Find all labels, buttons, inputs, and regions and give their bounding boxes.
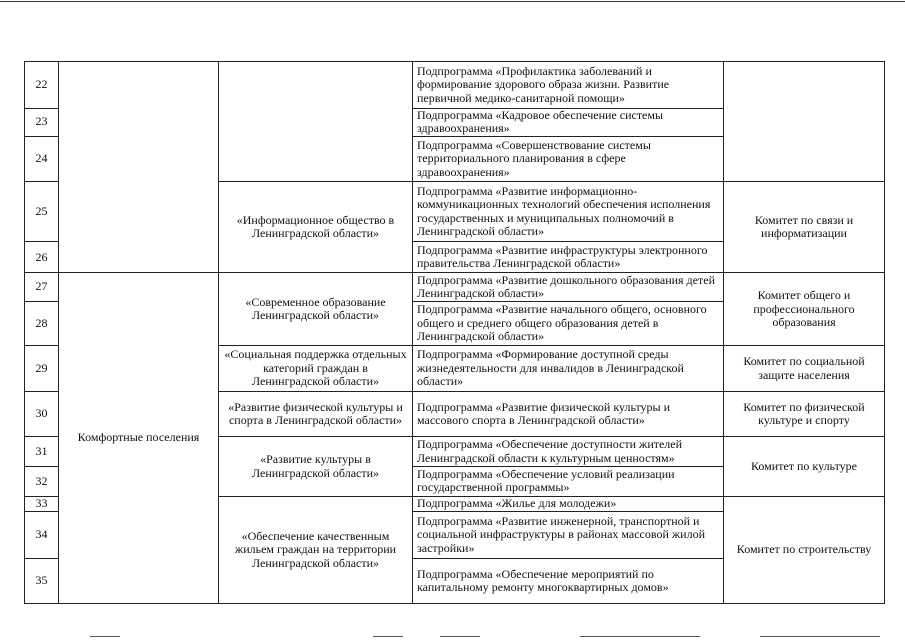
row-number: 22 bbox=[25, 62, 59, 109]
group-name: Комфортные поселения bbox=[59, 273, 219, 604]
subprogram-cell: Подпрограмма «Развитие инженерной, транспортной и социальной инфраструктуры в районах массовой жилой застройки» bbox=[413, 511, 724, 559]
row-number: 26 bbox=[25, 242, 59, 273]
row-number: 33 bbox=[25, 497, 59, 512]
subprogram-cell: Подпрограмма «Развитие физической культуры и массового спорта в Ленинградской области» bbox=[413, 391, 724, 437]
subprogram-cell: Подпрограмма «Развитие начального общего, основного общего и среднего общего образования детей в Ленинградской области» bbox=[413, 301, 724, 346]
executor-name: Комитет по физической культуре и спорту bbox=[724, 391, 885, 437]
executor-name: Комитет по строительству bbox=[724, 497, 885, 604]
row-number: 28 bbox=[25, 301, 59, 346]
table-row bbox=[25, 273, 885, 301]
subprogram-cell: Подпрограмма «Совершенствование системы территориального планирования в сфере здравоохранения» bbox=[413, 136, 724, 182]
row-number: 34 bbox=[25, 511, 59, 559]
program-name: «Информационное общество в Ленинградской области» bbox=[219, 182, 413, 273]
subprogram-cell: Подпрограмма «Развитие инфраструктуры электронного правительства Ленинградской области» bbox=[413, 242, 724, 273]
row-number: 25 bbox=[25, 182, 59, 242]
executor-cell-empty bbox=[724, 62, 885, 182]
page-bottom-rule bbox=[373, 636, 403, 637]
executor-name: Комитет общего и профессионального образования bbox=[724, 273, 885, 346]
row-number: 30 bbox=[25, 391, 59, 437]
executor-name: Комитет по социальной защите населения bbox=[724, 346, 885, 392]
subprogram-cell: Подпрограмма «Кадровое обеспечение системы здравоохранения» bbox=[413, 108, 724, 136]
table-row bbox=[25, 62, 885, 109]
row-number: 32 bbox=[25, 466, 59, 496]
page-top-rule bbox=[0, 1, 905, 2]
program-cell-empty bbox=[219, 62, 413, 182]
program-name: «Социальная поддержка отдельных категорий граждан в Ленинградской области» bbox=[219, 346, 413, 392]
row-number: 23 bbox=[25, 108, 59, 136]
program-name: «Развитие физической культуры и спорта в Ленинградской области» bbox=[219, 391, 413, 437]
group-cell-empty bbox=[59, 62, 219, 273]
page-bottom-rule bbox=[440, 636, 480, 637]
row-number: 27 bbox=[25, 273, 59, 301]
page-bottom-rule bbox=[90, 636, 120, 637]
program-table bbox=[24, 61, 885, 604]
executor-name: Комитет по культуре bbox=[724, 437, 885, 497]
executor-name: Комитет по связи и информатизации bbox=[724, 182, 885, 273]
subprogram-cell: Подпрограмма «Развитие дошкольного образования детей Ленинградской области» bbox=[413, 273, 724, 301]
subprogram-cell: Подпрограмма «Жилье для молодежи» bbox=[413, 497, 724, 512]
subprogram-cell: Подпрограмма «Обеспечение условий реализации государственной программы» bbox=[413, 466, 724, 496]
subprogram-cell: Подпрограмма «Обеспечение доступности жителей Ленинградской области к культурным ценностям» bbox=[413, 437, 724, 466]
page-bottom-rule bbox=[760, 636, 880, 637]
row-number: 29 bbox=[25, 346, 59, 392]
program-name: «Обеспечение качественным жильем граждан на территории Ленинградской области» bbox=[219, 497, 413, 604]
program-name: «Современное образование Ленинградской области» bbox=[219, 273, 413, 346]
page-bottom-rule bbox=[580, 636, 700, 637]
subprogram-cell: Подпрограмма «Профилактика заболеваний и формирование здорового образа жизни. Развитие первичной медико-санитарной помощи» bbox=[413, 62, 724, 109]
program-name: «Развитие культуры в Ленинградской области» bbox=[219, 437, 413, 497]
subprogram-cell: Подпрограмма «Развитие информационно-коммуникационных технологий обеспечения исполнения государственных и муниципальных полномочий в Ленинградской области» bbox=[413, 182, 724, 242]
row-number: 35 bbox=[25, 559, 59, 604]
row-number: 24 bbox=[25, 136, 59, 182]
row-number: 31 bbox=[25, 437, 59, 466]
subprogram-cell: Подпрограмма «Обеспечение мероприятий по капитальному ремонту многоквартирных домов» bbox=[413, 559, 724, 604]
subprogram-cell: Подпрограмма «Формирование доступной среды жизнедеятельности для инвалидов в Ленинградской области» bbox=[413, 346, 724, 392]
